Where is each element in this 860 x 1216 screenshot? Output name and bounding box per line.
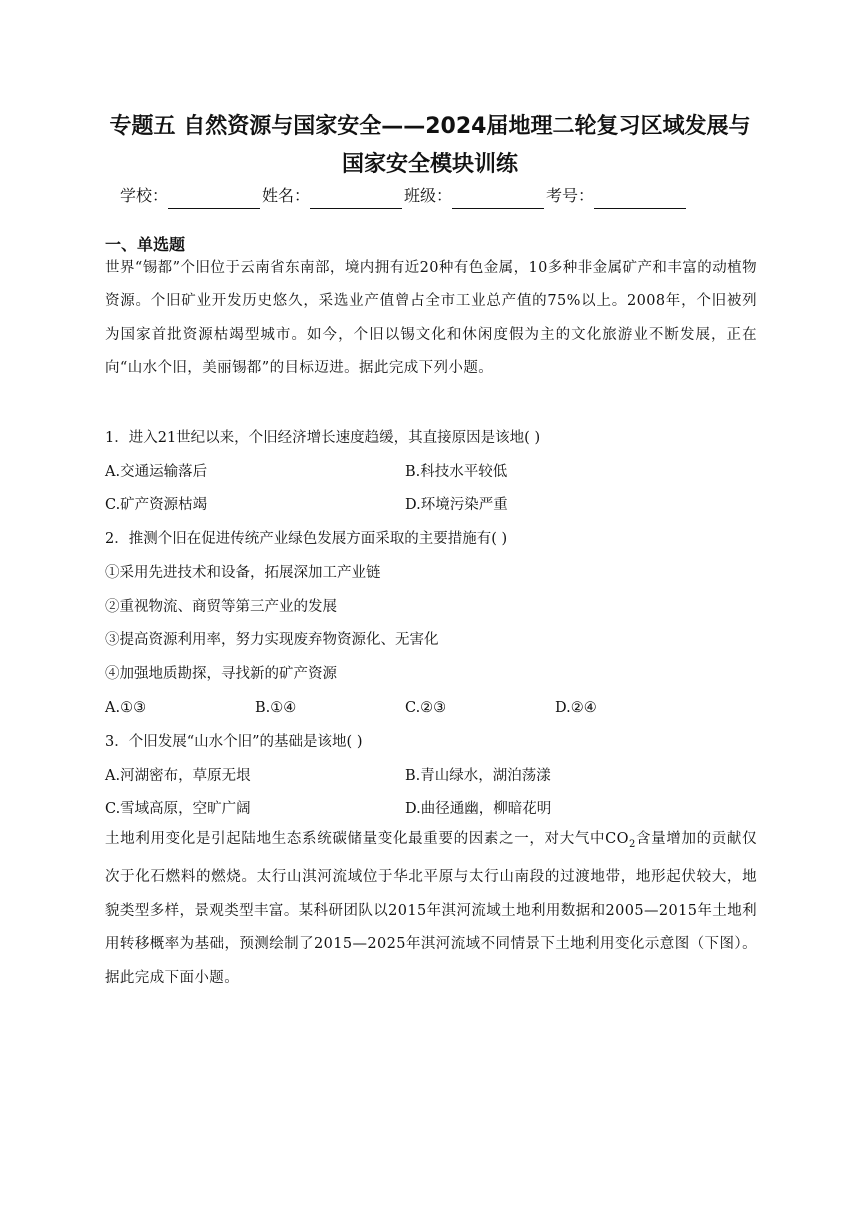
passage-land-use-part1: 土地利用变化是引起陆地生态系统碳储量变化最重要的因素之一，对大气中CO (105, 831, 629, 847)
q1-option-a: A.交通运输落后 (105, 464, 208, 480)
class-blank (452, 190, 544, 209)
q2-statement-1: ①采用先进技术和设备，拓展深加工产业链 (105, 565, 381, 581)
passage-land-use (105, 823, 757, 995)
q1-option-c: C.矿产资源枯竭 (105, 497, 208, 513)
student-info-row (120, 183, 760, 209)
name-blank (310, 190, 402, 209)
q2-option-c: C.②③ (405, 700, 447, 716)
q2-option-a: A.①③ (105, 700, 147, 716)
q3-stem: 3．个旧发展“山水个旧”的基础是该地( ) (105, 734, 363, 750)
page-title: 专题五 自然资源与国家安全——2024届地理二轮复习区域发展与国家安全模块训练 (109, 114, 751, 177)
q2-stem: 2．推测个旧在促进传统产业绿色发展方面采取的主要措施有( ) (105, 531, 508, 547)
q3-option-d: D.曲径通幽，柳暗花明 (405, 801, 552, 817)
exam-number-blank (594, 190, 686, 209)
q3-option-c: C.雪域高原，空旷广阔 (105, 801, 251, 817)
co2-subscript: 2 (628, 838, 636, 850)
name-label: 姓名： (262, 186, 311, 205)
q2-statement-2: ②重视物流、商贸等第三产业的发展 (105, 599, 337, 615)
school-label: 学校： (120, 186, 169, 205)
q1-stem: 1．进入21世纪以来，个旧经济增长速度趋缓，其直接原因是该地( ) (105, 430, 541, 446)
q2-option-d: D.②④ (555, 700, 597, 716)
section-heading: 一、单选题 (105, 235, 186, 254)
q2-statement-4: ④加强地质勘探，寻找新的矿产资源 (105, 666, 337, 682)
passage-gejiu: 世界“锡都”个旧位于云南省东南部，境内拥有近20种有色金属，10多种非金属矿产和丰富的动植物资源。个旧矿业开发历史悠久，采选业产值曾占全市工业总产值的75%以上。2008年，个旧被列为国家首批资源枯竭型城市。如今，个旧以锡文化和休闲度假为主的文化旅游业不断发展，正在向“山水个旧，美丽锡都”的目标迈进。据此完成下列小题。 (105, 260, 757, 377)
school-blank (168, 190, 260, 209)
passage-land-use-part2: 含量增加的贡献仅次于化石燃料的燃烧。太行山淇河流域位于华北平原与太行山南段的过渡地带，地形起伏较大，地貌类型多样，景观类型丰富。某科研团队以2015年淇河流域土地利用数据和2005—2015年土地利用转移概率为基础，预测绘制了2015—2025年淇河流域不同情景下土地利用变化示意图（下图）。据此完成下面小题。 (105, 831, 757, 986)
class-label: 班级： (404, 186, 453, 205)
q3-option-a: A.河湖密布，草原无垠 (105, 768, 251, 784)
exam-number-label: 考号： (546, 186, 595, 205)
q3-option-b: B.青山绿水，湖泊荡漾 (405, 768, 551, 784)
q1-option-d: D.环境污染严重 (405, 497, 508, 513)
q2-statement-3: ③提高资源利用率，努力实现废弃物资源化、无害化 (105, 632, 439, 648)
q2-option-b: B.①④ (255, 700, 297, 716)
q1-option-b: B.科技水平较低 (405, 464, 508, 480)
